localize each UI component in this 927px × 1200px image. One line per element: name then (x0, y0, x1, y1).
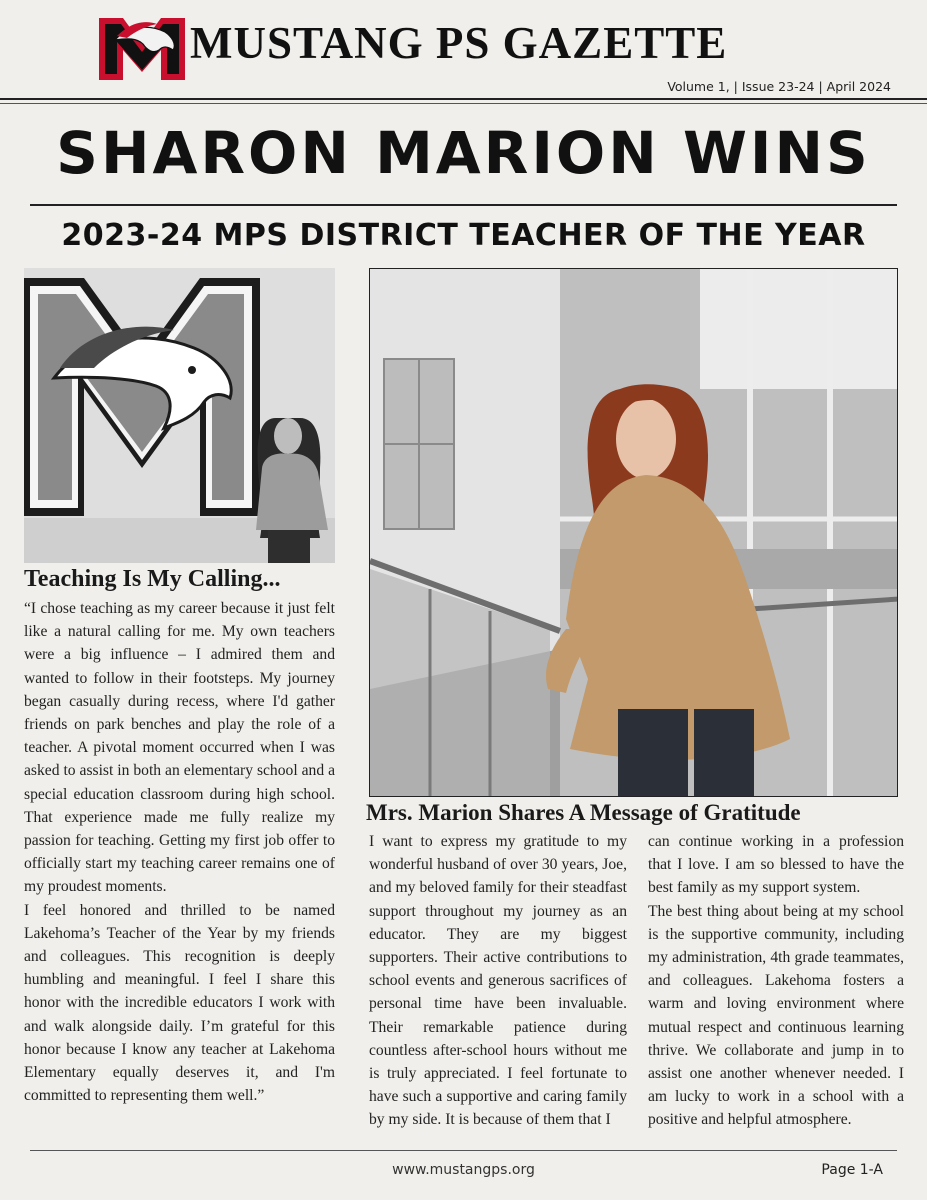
publication-title: MUSTANG PS GAZETTE (190, 18, 728, 68)
photo-teacher-with-logo (24, 268, 335, 563)
footer-website-link[interactable]: www.mustangps.org (392, 1162, 535, 1178)
gratitude-paragraph: I want to express my gratitude to my wonderful husband of over 30 years, Joe, and my beloved family for their steadfast support throughout my journey as an educator. They are my biggest supporters. Their active contributions to school events and generous sacrifices of personal time have been invaluable. Their remarkable patience during countless after-school hours without me is truly appreciated. I feel fortunate to have such a supportive and caring family by my side. It is because of them that I (369, 833, 627, 1129)
gratitude-heading: Mrs. Marion Shares A Message of Gratitude (366, 800, 801, 825)
gratitude-paragraph: The best thing about being at my school is the supportive community, including my administration, 4th grade teammates, and colleagues. Lakehoma fosters a warm and loving environment where mutual respect and continuous learning thrive. We collaborate and jump in to assist one another whenever needed. I am lucky to work in a school with a positive and helpful atmosphere. (648, 902, 904, 1129)
footer-rule (30, 1150, 897, 1151)
issue-info: Volume 1, | Issue 23-24 | April 2024 (667, 79, 891, 94)
footer-page-number: Page 1-A (821, 1162, 883, 1178)
left-article-paragraph: “I chose teaching as my career because it just felt like a natural calling for me. My own teachers were a big influence – I admired them and wanted to follow in their footsteps. My journey began casually during recess, where I'd gather friends on park benches and play the role of a teacher. A pivotal moment occurred when I was asked to assist in both an elementary school and a special education classroom during high school. That experience made me fully realize my passion for teaching. Getting my first job offer to officially start my teaching career remains one of my proudest moments. (24, 600, 335, 896)
masthead-rule-thin (0, 103, 927, 104)
headline-rule (30, 204, 897, 206)
left-article-heading: Teaching Is My Calling... (24, 566, 281, 592)
left-article-body (24, 597, 335, 1107)
gratitude-paragraph: can continue working in a profession that I love. I am so blessed to have the best family as my support system. (648, 833, 904, 897)
photo-teacher-portrait (369, 268, 898, 797)
subheadline: 2023-24 MPS DISTRICT TEACHER OF THE YEAR (61, 218, 866, 253)
left-article-paragraph: I feel honored and thrilled to be named Lakehoma’s Teacher of the Year by my friends and colleagues. This recognition is deeply humbling and meaningful. I feel I share this honor with the incredible educators I work with and walk alongside daily. I’m grateful for this honor because I know any teacher at Lakehoma Elementary equally deserves it, and I'm committed to representing them well.” (24, 901, 335, 1105)
masthead-rule (0, 98, 927, 100)
mustang-logo (97, 14, 187, 84)
headline: SHARON MARION WINS (56, 119, 871, 187)
gratitude-column-1 (369, 830, 627, 1132)
gratitude-column-2 (648, 830, 904, 1132)
